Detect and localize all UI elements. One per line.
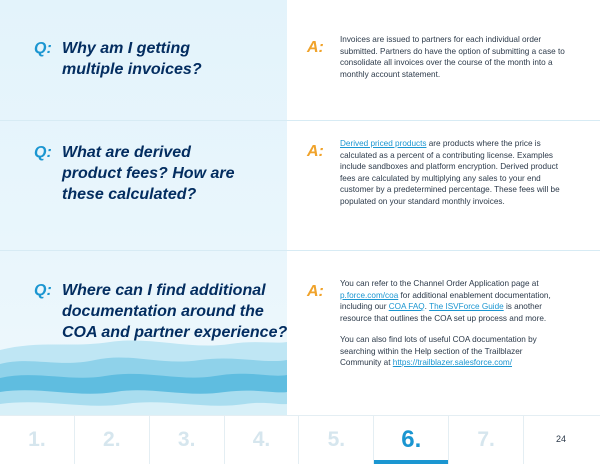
section-nav	[0, 416, 524, 464]
footer	[0, 415, 600, 464]
answer-label: A:	[307, 143, 324, 160]
page-number: 24	[555, 434, 566, 444]
answer-2	[307, 138, 565, 217]
question-3	[34, 280, 287, 343]
nav-page-1[interactable]: 1.	[0, 416, 75, 464]
nav-page-6[interactable]: 6.	[374, 416, 449, 464]
question-label: Q:	[34, 282, 52, 299]
divider	[0, 250, 600, 251]
trailblazer-community-link[interactable]: https://trailblazer.salesforce.com/	[392, 358, 513, 367]
answer-text: Invoices are issued to partners for each individual order submitted. Partners do have the option of submitting a case to consolidate all invoices over the course of the month into a monthly account statement.	[340, 35, 565, 79]
coa-faq-link[interactable]: COA FAQ	[388, 302, 425, 311]
nav-page-5[interactable]: 5.	[299, 416, 374, 464]
question-label: Q:	[34, 144, 52, 161]
answer-label: A:	[307, 283, 324, 300]
question-2	[34, 142, 234, 205]
answer-1	[307, 34, 565, 90]
nav-page-7[interactable]: 7.	[449, 416, 524, 464]
answer-text: Derived priced products are products where the price is calculated as a percent of a contributing license. Examples include sandboxes and platform encryption. Derived product fees are calculated by multiplying any sales to your end customer by a predetermined percentage. These fees will be populated on your standard monthly invoices.	[340, 139, 560, 206]
question-text: What are derived product fees? How are these calculated?	[62, 144, 235, 203]
question-label: Q:	[34, 40, 52, 57]
answer-text: You can refer to the Channel Order Application page at p.force.com/coa for additional enablement documentation, including our COA FAQ. The ISVForce Guide is another resource that outlines the COA set up process and more. You can also find lots of useful COA documentation by searching within the Help section of the Trailblazer Community at https://trailblazer.salesforce.com/	[340, 279, 551, 367]
question-1	[34, 38, 202, 80]
coa-page-link[interactable]: p.force.com/coa	[340, 290, 399, 300]
answer-label: A:	[307, 39, 324, 56]
nav-page-4[interactable]: 4.	[225, 416, 300, 464]
isvforce-guide-link[interactable]: The ISVForce Guide	[429, 302, 504, 311]
question-text: Why am I getting multiple invoices?	[62, 40, 202, 78]
answer-3	[307, 278, 565, 379]
question-text: Where can I find additional documentation around the COA and partner experience?	[62, 282, 288, 341]
derived-priced-products-link[interactable]: Derived priced products	[340, 139, 427, 148]
nav-page-3[interactable]: 3.	[150, 416, 225, 464]
nav-page-2[interactable]: 2.	[75, 416, 150, 464]
divider	[0, 120, 600, 121]
